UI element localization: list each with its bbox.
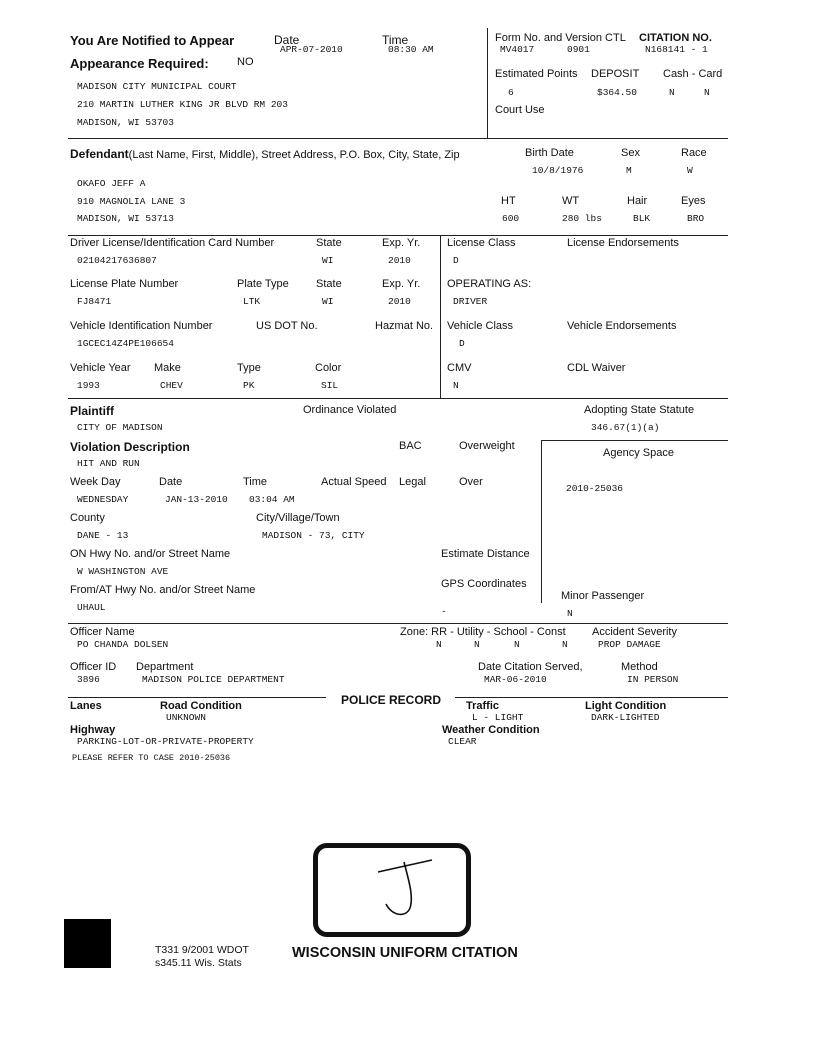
weekday-value: WEDNESDAY [77, 494, 129, 505]
agency-space-label: Agency Space [603, 447, 674, 459]
plaintiff-value: CITY OF MADISON [77, 422, 163, 433]
court-name: MADISON CITY MUNICIPAL COURT [77, 81, 237, 92]
notified-label: You Are Notified to Appear [70, 33, 235, 48]
county-label: County [70, 512, 105, 524]
defendant-label: Defendant [70, 147, 129, 161]
date-served-label: Date Citation Served, [478, 661, 583, 673]
vehicle-type-label: Type [237, 362, 261, 374]
cmv-label: CMV [447, 362, 472, 374]
minor-passenger-value: N [567, 608, 573, 619]
from-hwy-label: From/AT Hwy No. and/or Street Name [70, 584, 256, 596]
minor-passenger-label: Minor Passenger [561, 590, 645, 602]
hair-value: BLK [633, 213, 651, 224]
appear-date-label: Date [274, 33, 300, 47]
citation-no-value: N168141 - 1 [645, 44, 708, 55]
estimated-points-label: Estimated Points [495, 68, 578, 80]
police-record-rule-left [68, 697, 326, 698]
dl-value: 02104217636807 [77, 255, 157, 266]
violation-time-label: Time [243, 476, 268, 488]
vehicle-endorsements-label: Vehicle Endorsements [567, 320, 677, 332]
weekday-label: Week Day [70, 476, 121, 488]
accident-severity-label: Accident Severity [592, 626, 677, 638]
violation-date-label: Date [159, 476, 183, 488]
appearance-required-label: Appearance Required: [70, 56, 209, 71]
appearance-required-value: NO [237, 56, 254, 68]
traffic-label: Traffic [466, 700, 500, 712]
vehicle-type-value: PK [243, 380, 255, 391]
plate-exp-value: 2010 [388, 296, 411, 307]
ordinance-label: Ordinance Violated [303, 404, 397, 416]
hair-label: Hair [627, 195, 648, 207]
overweight-label: Overweight [459, 440, 515, 452]
vehicle-year-value: 1993 [77, 380, 100, 391]
court-use-label: Court Use [495, 104, 545, 116]
officer-name-label: Officer Name [70, 626, 135, 638]
form-title: WISCONSIN UNIFORM CITATION [292, 945, 518, 961]
defendant-heading [70, 147, 460, 161]
statute-value: 346.67(1)(a) [591, 422, 660, 433]
defendant-label-detail: (Last Name, First, Middle), Street Address, P.O. Box, City, State, Zip [128, 149, 460, 161]
case-note: PLEASE REFER TO CASE 2010-25036 [72, 753, 231, 763]
footer-statute: s345.11 Wis. Stats [155, 957, 242, 969]
vehicle-color-label: Color [315, 362, 342, 374]
violation-description-label: Violation Description [70, 440, 190, 454]
violation-time-value: 03:04 AM [249, 494, 295, 505]
license-rule [68, 398, 728, 399]
race-label: Race [681, 147, 707, 159]
dl-state-label: State [316, 237, 342, 249]
plate-value: FJ8471 [77, 296, 112, 307]
weather-condition-value: CLEAR [448, 736, 477, 747]
highway-label: Highway [70, 724, 116, 736]
actual-speed-label: Actual Speed [321, 476, 387, 488]
license-divider [440, 235, 441, 398]
plate-exp-label: Exp. Yr. [382, 278, 421, 290]
gps-label: GPS Coordinates [441, 578, 527, 590]
signature-stamp-box [313, 843, 471, 937]
eyes-label: Eyes [681, 195, 706, 207]
from-hwy-value: UHAUL [77, 602, 106, 613]
light-condition-label: Light Condition [585, 700, 667, 712]
city-value: MADISON - 73, CITY [262, 530, 365, 541]
operating-as-label: OPERATING AS: [447, 278, 532, 290]
cmv-value: N [453, 380, 459, 391]
version-value: 0901 [567, 44, 590, 55]
light-condition-value: DARK-LIGHTED [591, 712, 660, 723]
dl-exp-value: 2010 [388, 255, 411, 266]
eyes-value: BRO [687, 213, 705, 224]
citation-no-label: CITATION NO. [639, 32, 712, 44]
plate-label: License Plate Number [70, 278, 179, 290]
gps-value: - [441, 606, 447, 617]
statute-label: Adopting State Statute [584, 404, 695, 416]
county-value: DANE - 13 [77, 530, 129, 541]
bac-label: BAC [399, 440, 422, 452]
weight-label: WT [562, 195, 580, 207]
birth-date-value: 10/8/1976 [532, 165, 584, 176]
agency-box-left [541, 440, 542, 603]
legal-speed-label: Legal [399, 476, 426, 488]
cash-card-label: Cash - Card [663, 68, 723, 80]
header-rule [68, 138, 728, 139]
weather-condition-label: Weather Condition [442, 724, 540, 736]
defendant-rule [68, 235, 728, 236]
sex-label: Sex [621, 147, 640, 159]
road-condition-value: UNKNOWN [166, 712, 206, 723]
card-value: N [704, 87, 710, 98]
deposit-value: $364.50 [597, 87, 637, 98]
on-hwy-label: ON Hwy No. and/or Street Name [70, 548, 231, 560]
estimate-distance-label: Estimate Distance [441, 548, 530, 560]
traffic-value: L - LIGHT [472, 712, 524, 723]
city-label: City/Village/Town [256, 512, 340, 524]
license-class-label: License Class [447, 237, 516, 249]
vin-label: Vehicle Identification Number [70, 320, 213, 332]
court-address-line-1: 210 MARTIN LUTHER KING JR BLVD RM 203 [77, 99, 288, 110]
hazmat-label: Hazmat No. [375, 320, 434, 332]
violation-description-value: HIT AND RUN [77, 458, 140, 469]
dl-exp-label: Exp. Yr. [382, 237, 421, 249]
zone-utility-value: N [474, 639, 480, 650]
zone-const-value: N [562, 639, 568, 650]
police-record-rule-right [455, 697, 728, 698]
handwritten-j-mark [318, 848, 466, 932]
vehicle-make-label: Make [154, 362, 181, 374]
plate-type-value: LTK [243, 296, 261, 307]
vehicle-year-label: Vehicle Year [70, 362, 131, 374]
officer-id-value: 3896 [77, 674, 100, 685]
license-class-value: D [453, 255, 459, 266]
black-corner-block [64, 919, 111, 968]
officer-name-value: PO CHANDA DOLSEN [77, 639, 169, 650]
plaintiff-label: Plaintiff [70, 404, 114, 418]
dl-state-value: WI [322, 255, 334, 266]
violation-rule [68, 623, 728, 624]
officer-id-label: Officer ID [70, 661, 117, 673]
race-value: W [687, 165, 693, 176]
method-value: IN PERSON [627, 674, 679, 685]
deposit-label: DEPOSIT [591, 68, 640, 80]
operating-as-value: DRIVER [453, 296, 488, 307]
defendant-name: OKAFO JEFF A [77, 178, 146, 189]
license-endorsements-label: License Endorsements [567, 237, 679, 249]
vehicle-class-label: Vehicle Class [447, 320, 514, 332]
vehicle-make-value: CHEV [160, 380, 183, 391]
appear-date-value: APR-07-2010 [280, 44, 343, 55]
defendant-street: 910 MAGNOLIA LANE 3 [77, 196, 186, 207]
vehicle-class-value: D [459, 338, 465, 349]
header-divider [487, 28, 488, 138]
form-no-label: Form No. and Version CTL [495, 32, 626, 44]
highway-value: PARKING-LOT-OR-PRIVATE-PROPERTY [77, 736, 254, 747]
violation-date-value: JAN-13-2010 [165, 494, 228, 505]
zone-label: Zone: RR - Utility - School - Const [400, 626, 566, 638]
estimated-points-value: 6 [508, 87, 514, 98]
police-record-title: POLICE RECORD [340, 693, 441, 707]
usdot-label: US DOT No. [256, 320, 318, 332]
zone-rr-value: N [436, 639, 442, 650]
date-served-value: MAR-06-2010 [484, 674, 547, 685]
form-no-value: MV4017 [500, 44, 535, 55]
plate-state-value: WI [322, 296, 334, 307]
on-hwy-value: W WASHINGTON AVE [77, 566, 169, 577]
height-label: HT [501, 195, 516, 207]
method-label: Method [621, 661, 658, 673]
appear-time-value: 08:30 AM [388, 44, 434, 55]
plate-state-label: State [316, 278, 342, 290]
sex-value: M [626, 165, 632, 176]
cash-value: N [669, 87, 675, 98]
birth-date-label: Birth Date [525, 147, 574, 159]
dl-label: Driver License/Identification Card Number [70, 237, 275, 249]
vin-value: 1GCEC14Z4PE106654 [77, 338, 174, 349]
road-condition-label: Road Condition [160, 700, 242, 712]
agency-box-top [541, 440, 728, 441]
zone-school-value: N [514, 639, 520, 650]
form-code: T331 9/2001 WDOT [155, 944, 249, 956]
vehicle-color-value: SIL [321, 380, 339, 391]
appear-time-label: Time [382, 33, 409, 47]
weight-value: 280 lbs [562, 213, 602, 224]
cdl-waiver-label: CDL Waiver [567, 362, 626, 374]
department-label: Department [136, 661, 194, 673]
lanes-label: Lanes [70, 700, 102, 712]
over-speed-label: Over [459, 476, 483, 488]
department-value: MADISON POLICE DEPARTMENT [142, 674, 285, 685]
defendant-city-state-zip: MADISON, WI 53713 [77, 213, 174, 224]
height-value: 600 [502, 213, 520, 224]
accident-severity-value: PROP DAMAGE [598, 639, 661, 650]
plate-type-label: Plate Type [237, 278, 289, 290]
agency-space-value: 2010-25036 [566, 483, 624, 494]
court-address-line-2: MADISON, WI 53703 [77, 117, 174, 128]
